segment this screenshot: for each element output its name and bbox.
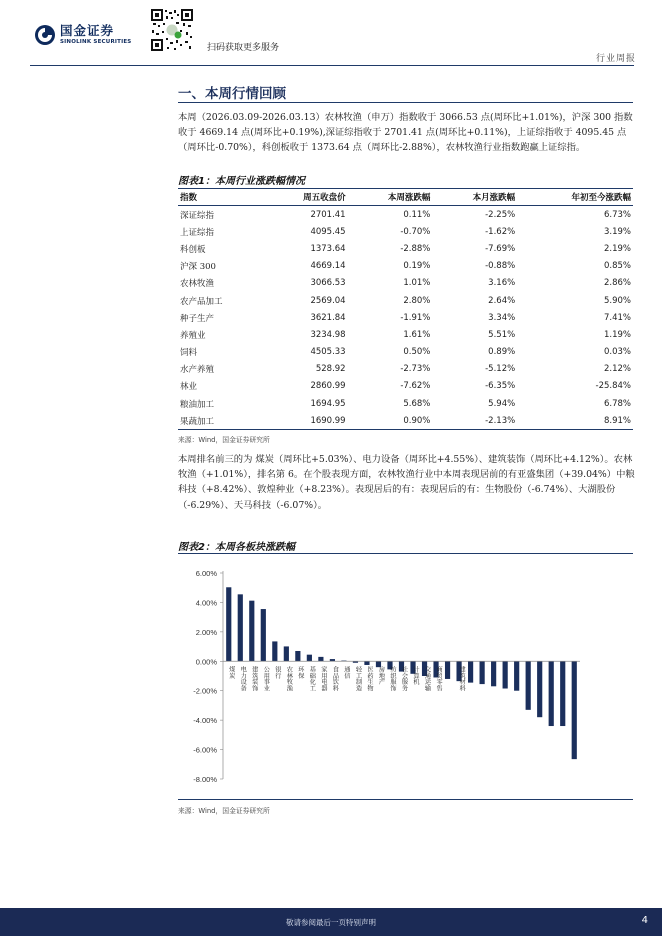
cell: 5.90% xyxy=(603,295,631,306)
page-header xyxy=(0,0,662,66)
col-week-change: 本周涨跌幅 xyxy=(348,189,433,206)
category-label: 交通运输 xyxy=(423,666,431,692)
bar xyxy=(572,661,577,759)
cell: 沪深 300 xyxy=(180,262,216,273)
category-label: 建筑装饰 xyxy=(250,666,258,692)
section-title: 一、本周行情回顾 xyxy=(178,86,286,102)
bar xyxy=(364,661,369,665)
category-label: 基础化工 xyxy=(308,666,316,692)
category-label: 商贸零售 xyxy=(435,666,443,692)
category-label: 电力设备 xyxy=(239,666,247,692)
col-month-change: 本月涨跌幅 xyxy=(432,189,517,206)
cell: 0.90% xyxy=(348,412,433,430)
cell: 3066.53 xyxy=(310,278,346,289)
cell: 2.19% xyxy=(603,243,631,254)
logo-chinese-name: 国金证券 xyxy=(60,22,115,38)
cell: 0.50% xyxy=(403,347,431,358)
cell: 2569.04 xyxy=(310,295,346,306)
table-row xyxy=(178,361,633,378)
sinolink-logo-icon xyxy=(34,24,56,46)
category-label: 建筑材料 xyxy=(458,666,466,692)
index-performance-table xyxy=(178,188,633,430)
bar xyxy=(238,594,243,661)
category-label: 计算机 xyxy=(412,666,420,685)
table-header-row xyxy=(178,189,633,206)
cell: 3.34% xyxy=(488,312,516,323)
cell: 4505.33 xyxy=(310,347,346,358)
cell: 3.16% xyxy=(488,278,516,289)
bar xyxy=(272,641,277,661)
category-label: 食品饮料 xyxy=(331,666,339,692)
bar xyxy=(261,609,266,661)
page-footer xyxy=(0,908,662,936)
bar xyxy=(503,661,508,688)
y-tick-label: 6.00% xyxy=(195,569,217,578)
cell: 0.11% xyxy=(403,209,431,220)
bar xyxy=(249,601,254,662)
category-label: 轻工制造 xyxy=(354,666,362,692)
bar xyxy=(491,661,496,686)
cell: 1694.95 xyxy=(310,398,346,409)
cell: 4095.45 xyxy=(310,226,346,237)
table-row xyxy=(178,344,633,361)
cell: 2701.41 xyxy=(310,209,346,220)
cell: -1.62% xyxy=(485,226,516,237)
bar xyxy=(549,661,554,726)
cell: -25.84% xyxy=(595,381,631,392)
y-tick-label: -6.00% xyxy=(193,745,217,755)
y-tick-label: -4.00% xyxy=(193,716,217,726)
table-row xyxy=(178,412,633,430)
ranking-paragraph: 本周排名前三的为 煤炭（周环比+5.03%）、电力设备（周环比+4.55%）、建筑装饰（周环比+4.12%）。农林牧渔（+1.01%），排名第 6。在个股表现方面，农林牧渔行业中本周表现居前的有亚盛集团（+39.04%）中粮科技（+8.42%）、敦煌种业（+8.23%）。表现居后的有：表现居后的有：生物股份（-6.74%）、大湖股份（-6.29%）、天马科技（-6.07%）。 xyxy=(178,454,635,511)
bar xyxy=(226,587,231,661)
category-label: 社会服务 xyxy=(400,666,408,692)
cell: 3621.84 xyxy=(310,312,346,323)
cell: 养殖业 xyxy=(180,330,206,341)
company-logo xyxy=(34,24,131,46)
cell: 0.89% xyxy=(488,347,516,358)
bar xyxy=(318,657,323,661)
cell: 7.41% xyxy=(603,312,631,323)
bar xyxy=(560,661,565,726)
cell: 6.73% xyxy=(603,209,631,220)
cell: 饲料 xyxy=(180,348,198,359)
cell: 2.12% xyxy=(603,364,631,375)
cell: 2.64% xyxy=(488,295,516,306)
cell: 上证综指 xyxy=(180,227,215,238)
cell: 8.91% xyxy=(517,412,633,430)
logo-english-name: SINOLINK SECURITIES xyxy=(60,39,132,45)
cell: -5.12% xyxy=(485,364,516,375)
category-label: 农林牧渔 xyxy=(285,666,293,692)
sector-change-bar-chart xyxy=(178,555,633,797)
cell: -0.70% xyxy=(400,226,431,237)
bar xyxy=(514,661,519,690)
cell: 6.78% xyxy=(603,398,631,409)
market-review-paragraph: 本周（2026.03.09-2026.03.13）农林牧渔（申万）指数收于 3066.53 点(周环比+1.01%)，沪深 300 指数收于 4669.14 点(周环比+0.19%),深证综指收于 2701.41 点(周环比+0.11%)，上证综指收于 4095.45 点（周环比-0.70%），科创板收于 1373.64 点（周环比-2.88%），农林牧渔行业指数跑赢上证综指。 xyxy=(178,112,633,154)
cell: 果蔬加工 xyxy=(178,412,263,430)
cell: 3234.98 xyxy=(310,329,346,340)
figure1-source: 来源：Wind，国金证券研究所 xyxy=(178,436,270,444)
cell: 林业 xyxy=(180,382,198,393)
col-close: 周五收盘价 xyxy=(263,189,348,206)
cell: 2860.99 xyxy=(310,381,346,392)
cell: -7.69% xyxy=(485,243,516,254)
cell: 5.68% xyxy=(403,398,431,409)
cell: -7.62% xyxy=(400,381,431,392)
bar xyxy=(445,661,450,679)
cell: 528.92 xyxy=(315,364,346,375)
table-row xyxy=(178,206,633,224)
table-row xyxy=(178,240,633,257)
cell: 4669.14 xyxy=(310,261,346,272)
category-label: 医药生物 xyxy=(365,666,373,692)
col-ytd-change: 年初至今涨跌幅 xyxy=(517,189,633,206)
disclaimer-note: 敬请参阅最后一页特别声明 xyxy=(286,918,376,927)
cell: 2.80% xyxy=(403,295,431,306)
report-type: 行业周报 xyxy=(595,54,636,64)
cell: 0.85% xyxy=(603,261,631,272)
section-divider xyxy=(178,102,633,103)
qr-code-icon[interactable] xyxy=(150,8,194,52)
category-label: 纺织服饰 xyxy=(388,666,396,692)
cell: 农林牧渔 xyxy=(180,279,215,290)
table-row xyxy=(178,378,633,395)
page-number: 4 xyxy=(641,915,648,926)
bar xyxy=(284,646,289,661)
table-row xyxy=(178,326,633,343)
figure2-source: 来源：Wind，国金证券研究所 xyxy=(178,807,270,815)
bar xyxy=(480,661,485,684)
cell: 农产品加工 xyxy=(180,296,223,307)
cell: 粮油加工 xyxy=(180,399,215,410)
category-label: 煤炭 xyxy=(227,666,235,679)
header-divider xyxy=(30,65,634,66)
y-tick-label: 0.00% xyxy=(195,657,217,667)
y-tick-label: -8.00% xyxy=(193,775,217,784)
y-tick-label: 2.00% xyxy=(195,627,217,637)
figure2-divider xyxy=(178,553,633,554)
scan-prompt: 扫码获取更多服务 xyxy=(207,43,280,53)
y-tick-label: 4.00% xyxy=(195,598,217,608)
cell: 1373.64 xyxy=(310,243,346,254)
category-label: 公用事业 xyxy=(262,666,270,692)
cell: 1.01% xyxy=(403,278,431,289)
cell: 科创板 xyxy=(180,244,206,255)
y-tick-label: -2.00% xyxy=(193,686,217,696)
cell: 0.19% xyxy=(403,261,431,272)
cell: 1.19% xyxy=(603,329,631,340)
bar xyxy=(295,651,300,661)
category-label: 通信 xyxy=(342,666,350,679)
cell: 5.51% xyxy=(488,329,516,340)
table-row xyxy=(178,395,633,412)
col-index: 指数 xyxy=(178,189,263,206)
cell: 1690.99 xyxy=(263,412,348,430)
category-label: 房地产 xyxy=(377,666,385,685)
figure2-title: 图表2：本周各板块涨跌幅 xyxy=(178,542,295,553)
bar xyxy=(526,661,531,710)
figure1-title: 图表1：本周行业涨跌幅情况 xyxy=(178,176,305,187)
category-label: 环保 xyxy=(296,666,304,679)
bar xyxy=(307,655,312,662)
cell: 5.94% xyxy=(488,398,516,409)
cell: -1.91% xyxy=(400,312,431,323)
table-row xyxy=(178,292,633,309)
category-label: 家用电器 xyxy=(319,666,327,692)
cell: -0.88% xyxy=(485,261,516,272)
table-row xyxy=(178,309,633,326)
table-row xyxy=(178,258,633,275)
bar xyxy=(468,661,473,682)
figure2-bottom-divider xyxy=(178,799,633,800)
cell: 水产养殖 xyxy=(180,365,215,376)
cell: 3.19% xyxy=(603,226,631,237)
cell: 0.03% xyxy=(603,347,631,358)
table-row xyxy=(178,223,633,240)
cell: 2.86% xyxy=(603,278,631,289)
table-row xyxy=(178,275,633,292)
cell: -2.73% xyxy=(400,364,431,375)
cell: 种子生产 xyxy=(180,313,215,324)
cell: -2.13% xyxy=(432,412,517,430)
cell: 1.61% xyxy=(403,329,431,340)
cell: -6.35% xyxy=(485,381,516,392)
cell: 深证综指 xyxy=(180,210,215,221)
category-label: 银行 xyxy=(273,666,281,679)
bar xyxy=(537,661,542,717)
cell: -2.88% xyxy=(400,243,431,254)
cell: -2.25% xyxy=(485,209,516,220)
